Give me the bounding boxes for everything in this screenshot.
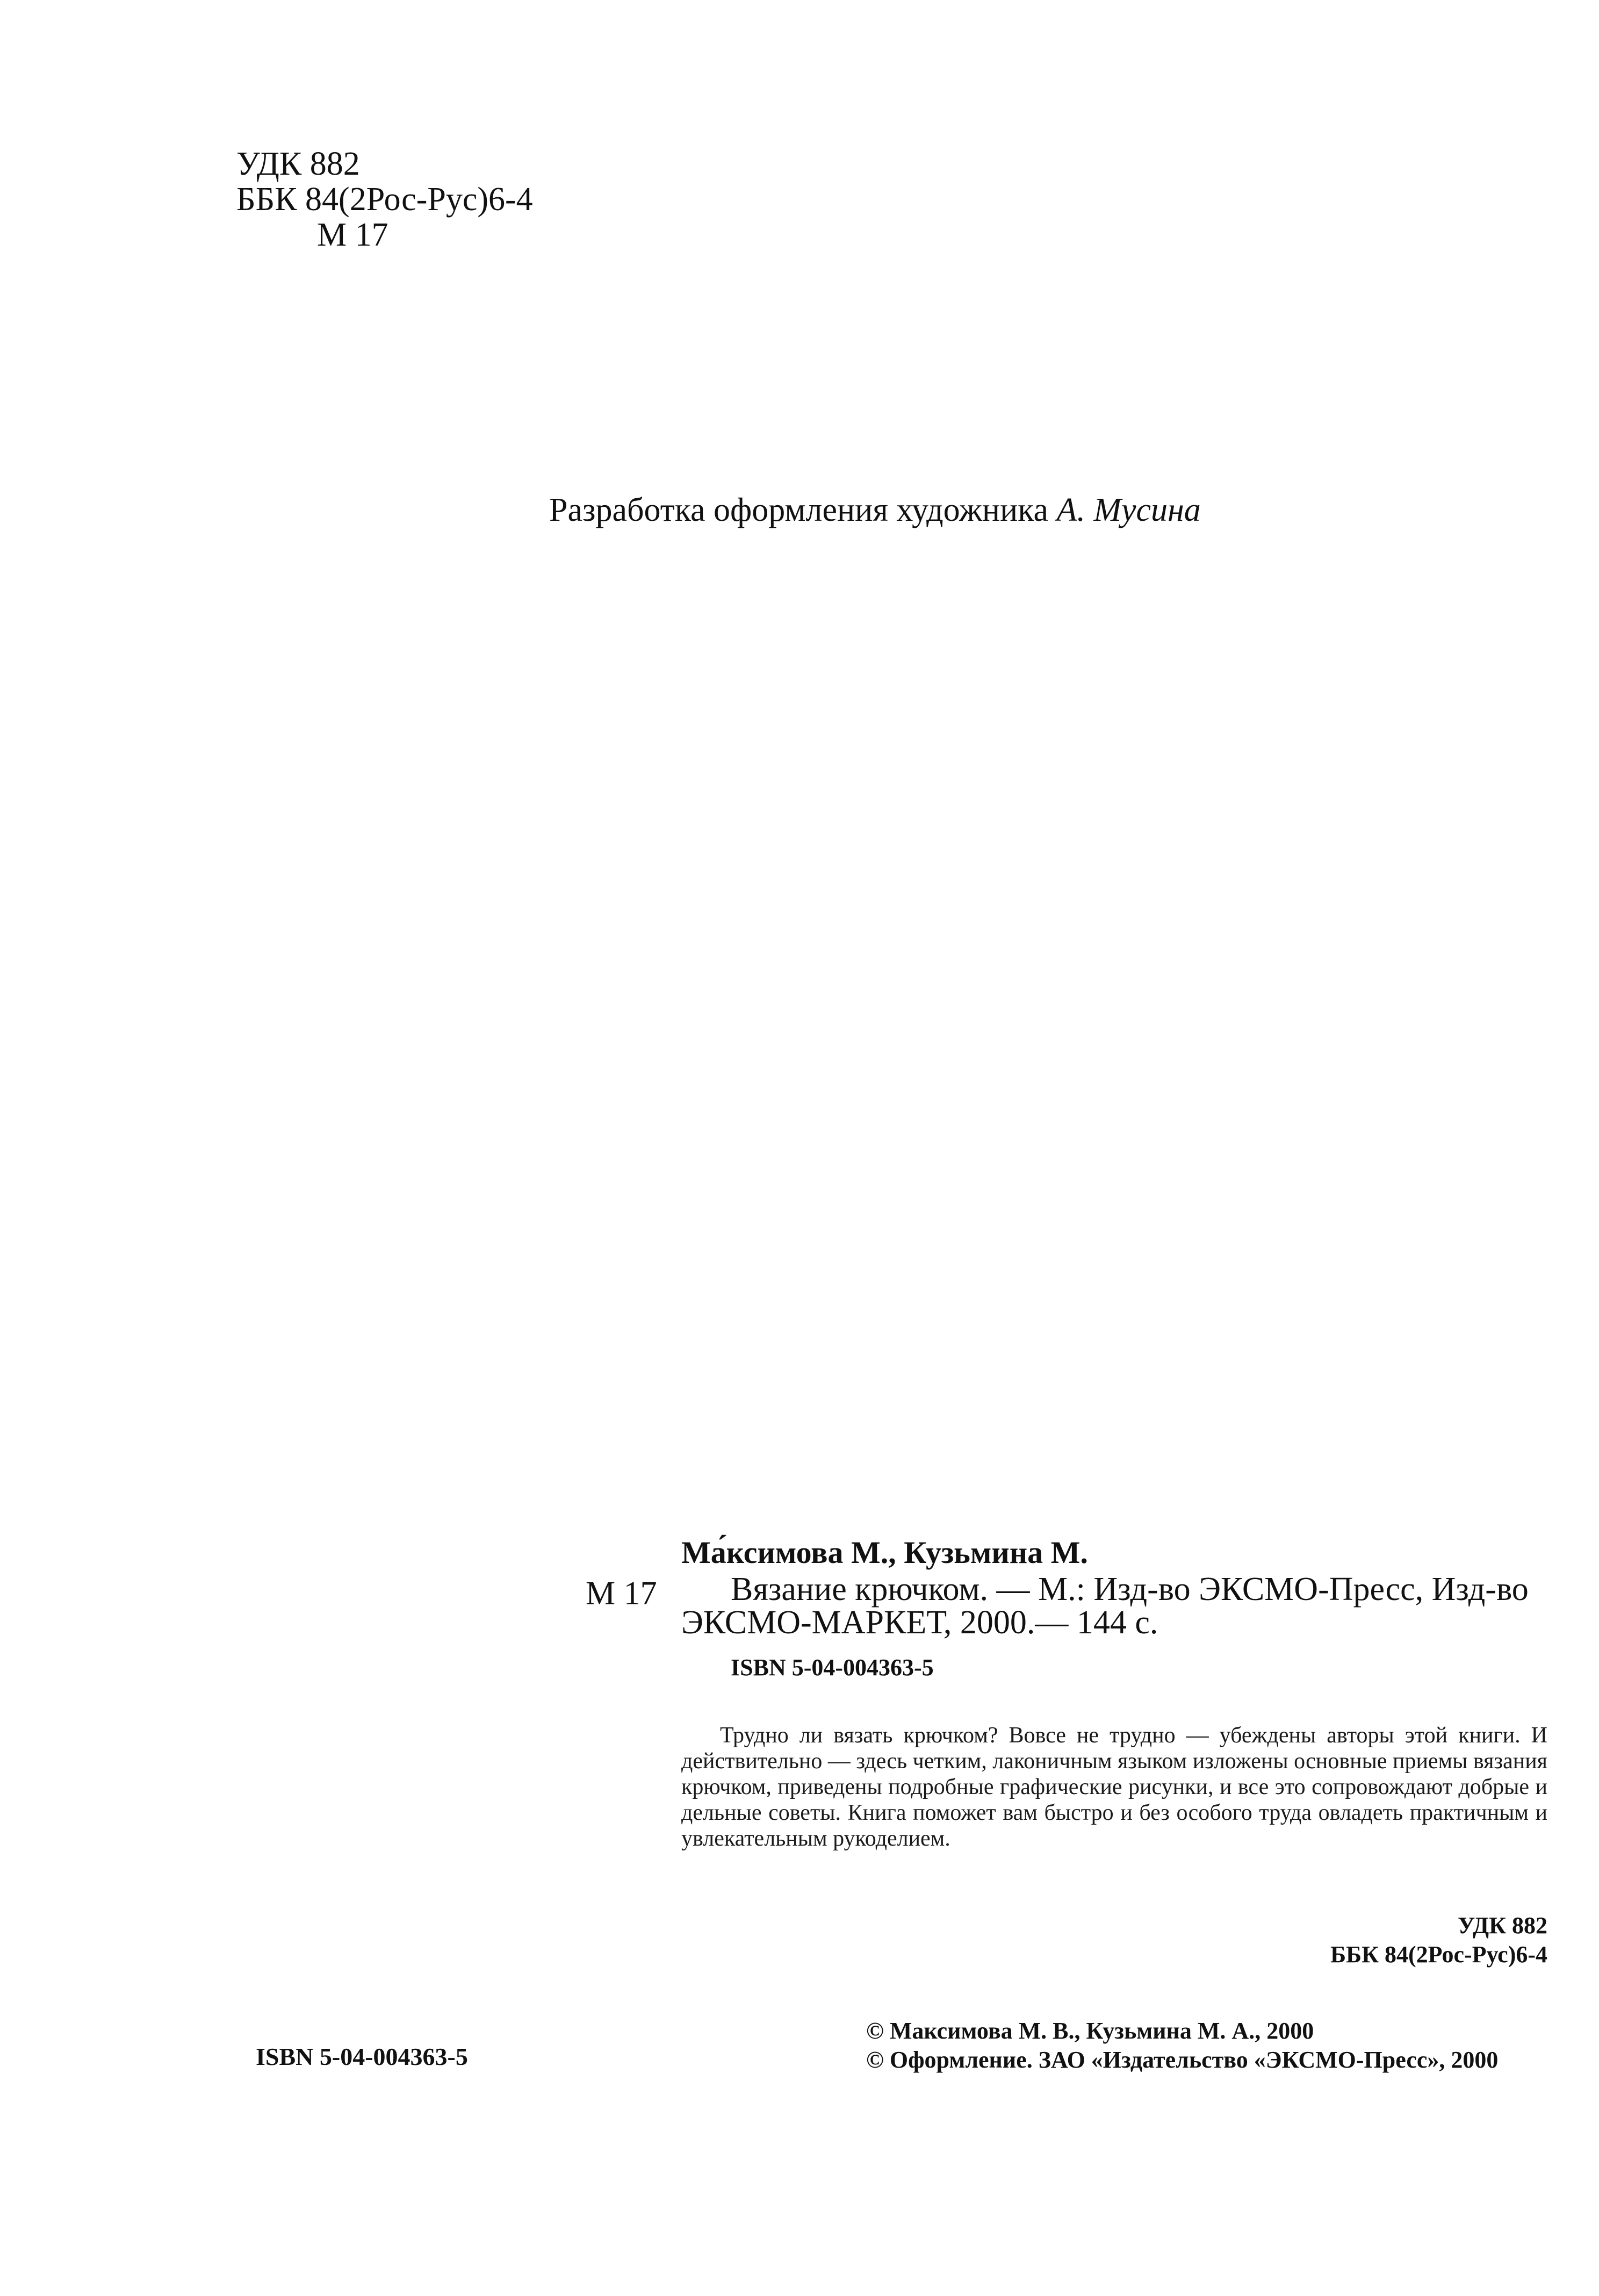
design-credit [549, 491, 1201, 529]
card-isbn: ISBN 5-04-004363-5 [731, 1654, 934, 1681]
card-authors: Ма́ксимова М., Кузьмина М. [681, 1535, 1088, 1570]
copyright-block [866, 2017, 1498, 2075]
card-code: М 17 [586, 1575, 657, 1612]
footer-isbn: ISBN 5-04-004363-5 [256, 2043, 468, 2070]
card-description-line-1: Вязание крючком. — М.: Изд-во ЭКСМО-Пресс, Изд-во [731, 1571, 1529, 1608]
bottom-udk: УДК 882 [1457, 1912, 1547, 1939]
card-abstract: Трудно ли вязать крючком? Вовсе не трудно — убеждены авторы этой книги. И действительно — здесь четким, лаконичным языком изложены основные приемы вязания крючком, приведены подробные графические рисунки, и все это сопровождают добрые и дельные советы. Книга поможет вам быстро и без особого труда овладеть практичным и увлекательным рукоделием. [681, 1723, 1547, 1851]
card-description-line-2: ЭКСМО-МАРКЕТ, 2000.— 144 с. [681, 1604, 1158, 1641]
bottom-bbk: ББК 84(2Рос-Рус)6-4 [1330, 1941, 1547, 1968]
classification-block [236, 146, 533, 253]
bottom-classification [1330, 1911, 1547, 1969]
design-credit-text: Разработка оформления художника [549, 492, 1048, 528]
design-credit-artist: А. Мусина [1056, 492, 1201, 528]
udk-code: УДК 882 [236, 146, 360, 182]
author-mark: М 17 [317, 217, 388, 253]
bbk-code: ББК 84(2Рос-Рус)6-4 [236, 181, 533, 218]
copyright-authors: © Максимова М. В., Кузьмина М. А., 2000 [866, 2018, 1314, 2044]
copyright-design: © Оформление. ЗАО «Издательство «ЭКСМО-Пресс», 2000 [866, 2047, 1499, 2073]
